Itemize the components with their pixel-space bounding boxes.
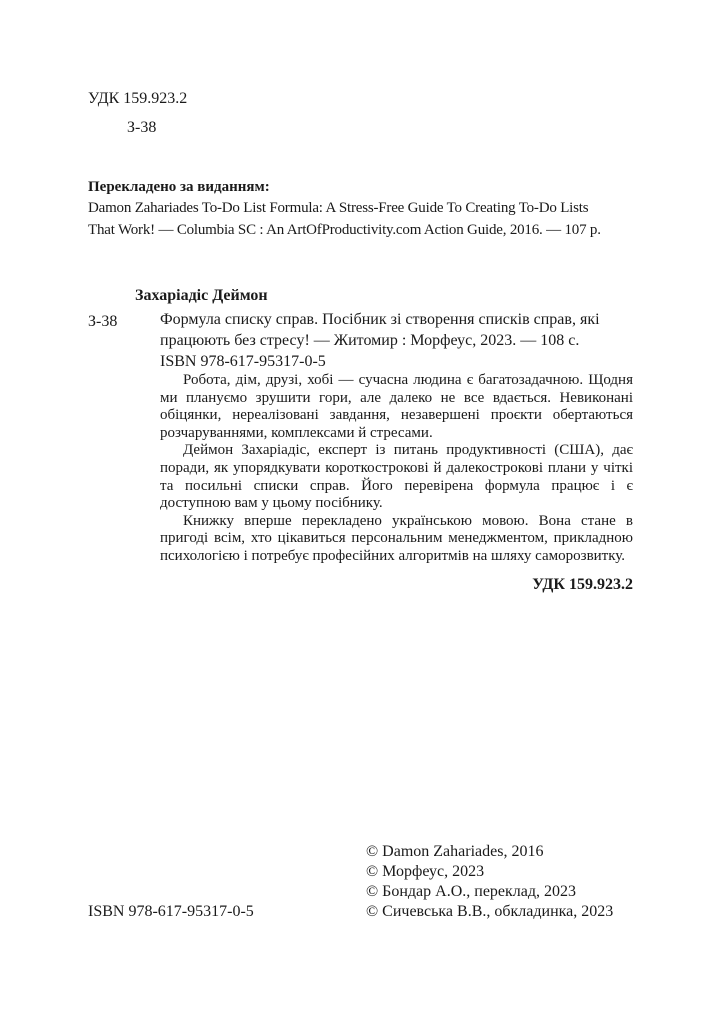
- author-name: Захаріадіс Деймон: [135, 287, 268, 304]
- udk-bottom: УДК 159.923.2: [532, 576, 633, 593]
- copyright-line: © Сичевська В.В., обкладинка, 2023: [366, 903, 614, 920]
- original-edition-line-1: Damon Zahariades To-Do List Formula: A Stress-Free Guide To Creating To-Do Lists: [88, 200, 589, 216]
- book-title-line-2: працюють без стресу! — Житомир : Морфеус, 2023. — 108 с.: [160, 332, 580, 349]
- isbn-record: ISBN 978-617-95317-0-5: [160, 353, 326, 370]
- original-edition-line-2: That Work! — Columbia SC : An ArtOfProductivity.com Action Guide, 2016. — 107 p.: [88, 222, 601, 238]
- annotation-paragraph: Книжку вперше перекладено українською мовою. Вона стане в пригоді всім, хто цікавиться персональним менеджментом, прикладною психологією і потребує професійних алгоритмів на шляху саморозвитку.: [160, 512, 633, 564]
- annotation: [160, 372, 633, 566]
- annotation-paragraph: Деймон Захаріадіс, експерт із питань продуктивності (США), дає поради, як упорядкувати короткострокові й далекострокові плани у чіткі та посильні списки справ. Його перевірена формула працює і є доступною вам у цьому посібнику.: [160, 442, 633, 512]
- translated-from-heading: Перекладено за виданням:: [88, 179, 270, 195]
- copyright-block: [366, 842, 613, 922]
- annotation-paragraph: Робота, дім, друзі, хобі — сучасна людина є багатозадачною. Щодня ми плануємо зрушити гори, але далеко не все вдається. Невиконані обіцянки, нереалізовані завдання, незавершені проєкти обертаються розчаруваннями, комплексами й стресами.: [160, 372, 633, 441]
- author-mark: З-38: [127, 119, 157, 136]
- copyright-line: © Морфеус, 2023: [366, 863, 485, 880]
- udk-code: УДК 159.923.2: [88, 90, 188, 107]
- copyright-line: © Бондар А.О., переклад, 2023: [366, 883, 577, 900]
- book-title-line-1: Формула списку справ. Посібник зі створення списків справ, які: [160, 311, 600, 328]
- copyright-line: © Damon Zahariades, 2016: [366, 843, 544, 860]
- author-mark-side: З-38: [88, 313, 118, 330]
- isbn-bottom: ISBN 978-617-95317-0-5: [88, 903, 254, 920]
